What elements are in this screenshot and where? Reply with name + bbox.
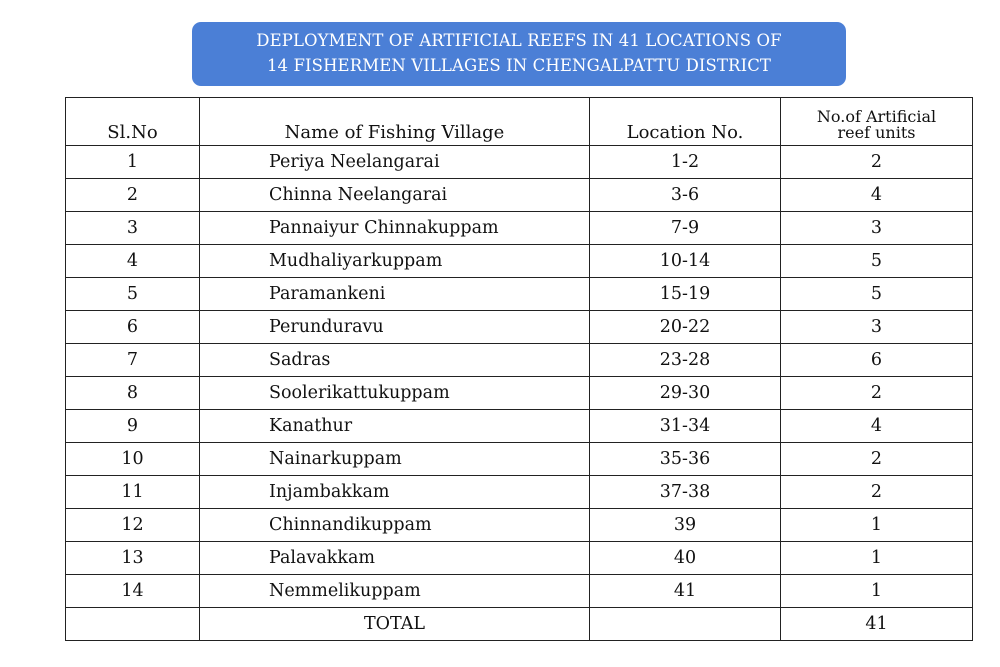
cell-reef-units: 1 bbox=[781, 509, 973, 542]
cell-village-name: Nainarkuppam bbox=[200, 443, 590, 476]
cell-location-no: 20-22 bbox=[590, 311, 781, 344]
cell-village-name: Sadras bbox=[200, 344, 590, 377]
cell-reef-units: 2 bbox=[781, 377, 973, 410]
table-body bbox=[66, 146, 973, 641]
cell-location-no: 7-9 bbox=[590, 212, 781, 245]
table-row bbox=[66, 443, 973, 476]
cell-location-no: 41 bbox=[590, 575, 781, 608]
table-row bbox=[66, 410, 973, 443]
table-row bbox=[66, 377, 973, 410]
table-row bbox=[66, 311, 973, 344]
cell-village-name: Chinna Neelangarai bbox=[200, 179, 590, 212]
cell-village-name: Soolerikattukuppam bbox=[200, 377, 590, 410]
cell-village-name: Nemmelikuppam bbox=[200, 575, 590, 608]
cell-reef-units: 5 bbox=[781, 278, 973, 311]
title-line-2: 14 FISHERMEN VILLAGES IN CHENGALPATTU DISTRICT bbox=[266, 56, 772, 75]
cell-village-name: Injambakkam bbox=[200, 476, 590, 509]
cell-location-no: 31-34 bbox=[590, 410, 781, 443]
cell-reef-units: 3 bbox=[781, 311, 973, 344]
cell-village-name: Palavakkam bbox=[200, 542, 590, 575]
cell-village-name: Paramankeni bbox=[200, 278, 590, 311]
cell-reef-units: 2 bbox=[781, 146, 973, 179]
cell-village-name: Periya Neelangarai bbox=[200, 146, 590, 179]
title-line-1: DEPLOYMENT OF ARTIFICIAL REEFS IN 41 LOCATIONS OF bbox=[256, 31, 782, 50]
total-empty-cell bbox=[590, 608, 781, 641]
table-row bbox=[66, 146, 973, 179]
cell-sl-no: 2 bbox=[66, 179, 200, 212]
cell-reef-units: 2 bbox=[781, 443, 973, 476]
cell-location-no: 29-30 bbox=[590, 377, 781, 410]
cell-sl-no: 5 bbox=[66, 278, 200, 311]
cell-sl-no: 9 bbox=[66, 410, 200, 443]
cell-sl-no: 4 bbox=[66, 245, 200, 278]
cell-village-name: Chinnandikuppam bbox=[200, 509, 590, 542]
cell-village-name: Mudhaliyarkuppam bbox=[200, 245, 590, 278]
cell-location-no: 39 bbox=[590, 509, 781, 542]
cell-location-no: 35-36 bbox=[590, 443, 781, 476]
cell-location-no: 3-6 bbox=[590, 179, 781, 212]
header-village-name: Name of Fishing Village bbox=[200, 98, 590, 146]
cell-location-no: 40 bbox=[590, 542, 781, 575]
cell-reef-units: 6 bbox=[781, 344, 973, 377]
header-reef-units bbox=[781, 98, 973, 146]
table-row bbox=[66, 542, 973, 575]
cell-reef-units: 4 bbox=[781, 410, 973, 443]
table-row bbox=[66, 509, 973, 542]
total-label: TOTAL bbox=[200, 608, 590, 641]
cell-reef-units: 5 bbox=[781, 245, 973, 278]
table-row bbox=[66, 575, 973, 608]
table-row bbox=[66, 212, 973, 245]
table-row bbox=[66, 179, 973, 212]
table-row bbox=[66, 245, 973, 278]
cell-reef-units: 1 bbox=[781, 542, 973, 575]
cell-sl-no: 1 bbox=[66, 146, 200, 179]
header-location-no: Location No. bbox=[590, 98, 781, 146]
cell-sl-no: 14 bbox=[66, 575, 200, 608]
cell-reef-units: 4 bbox=[781, 179, 973, 212]
table-row bbox=[66, 278, 973, 311]
cell-sl-no: 3 bbox=[66, 212, 200, 245]
cell-sl-no: 7 bbox=[66, 344, 200, 377]
cell-location-no: 15-19 bbox=[590, 278, 781, 311]
table-header-row bbox=[66, 98, 973, 146]
cell-location-no: 37-38 bbox=[590, 476, 781, 509]
cell-location-no: 23-28 bbox=[590, 344, 781, 377]
cell-sl-no: 6 bbox=[66, 311, 200, 344]
cell-reef-units: 2 bbox=[781, 476, 973, 509]
cell-reef-units: 3 bbox=[781, 212, 973, 245]
cell-sl-no: 13 bbox=[66, 542, 200, 575]
reef-deployment-table bbox=[65, 97, 973, 641]
total-empty-cell bbox=[66, 608, 200, 641]
cell-sl-no: 12 bbox=[66, 509, 200, 542]
header-reef-units-line-2: reef units bbox=[837, 123, 916, 142]
table-row bbox=[66, 344, 973, 377]
cell-location-no: 10-14 bbox=[590, 245, 781, 278]
table-row bbox=[66, 476, 973, 509]
cell-sl-no: 10 bbox=[66, 443, 200, 476]
cell-sl-no: 11 bbox=[66, 476, 200, 509]
cell-village-name: Perunduravu bbox=[200, 311, 590, 344]
header-sl-no: Sl.No bbox=[66, 98, 200, 146]
header-reef-units-line-1: No.of Artificial bbox=[816, 107, 937, 126]
title-banner bbox=[192, 22, 846, 86]
cell-reef-units: 1 bbox=[781, 575, 973, 608]
total-reef-units: 41 bbox=[781, 608, 973, 641]
cell-sl-no: 8 bbox=[66, 377, 200, 410]
cell-village-name: Pannaiyur Chinnakuppam bbox=[200, 212, 590, 245]
cell-village-name: Kanathur bbox=[200, 410, 590, 443]
cell-location-no: 1-2 bbox=[590, 146, 781, 179]
total-row bbox=[66, 608, 973, 641]
